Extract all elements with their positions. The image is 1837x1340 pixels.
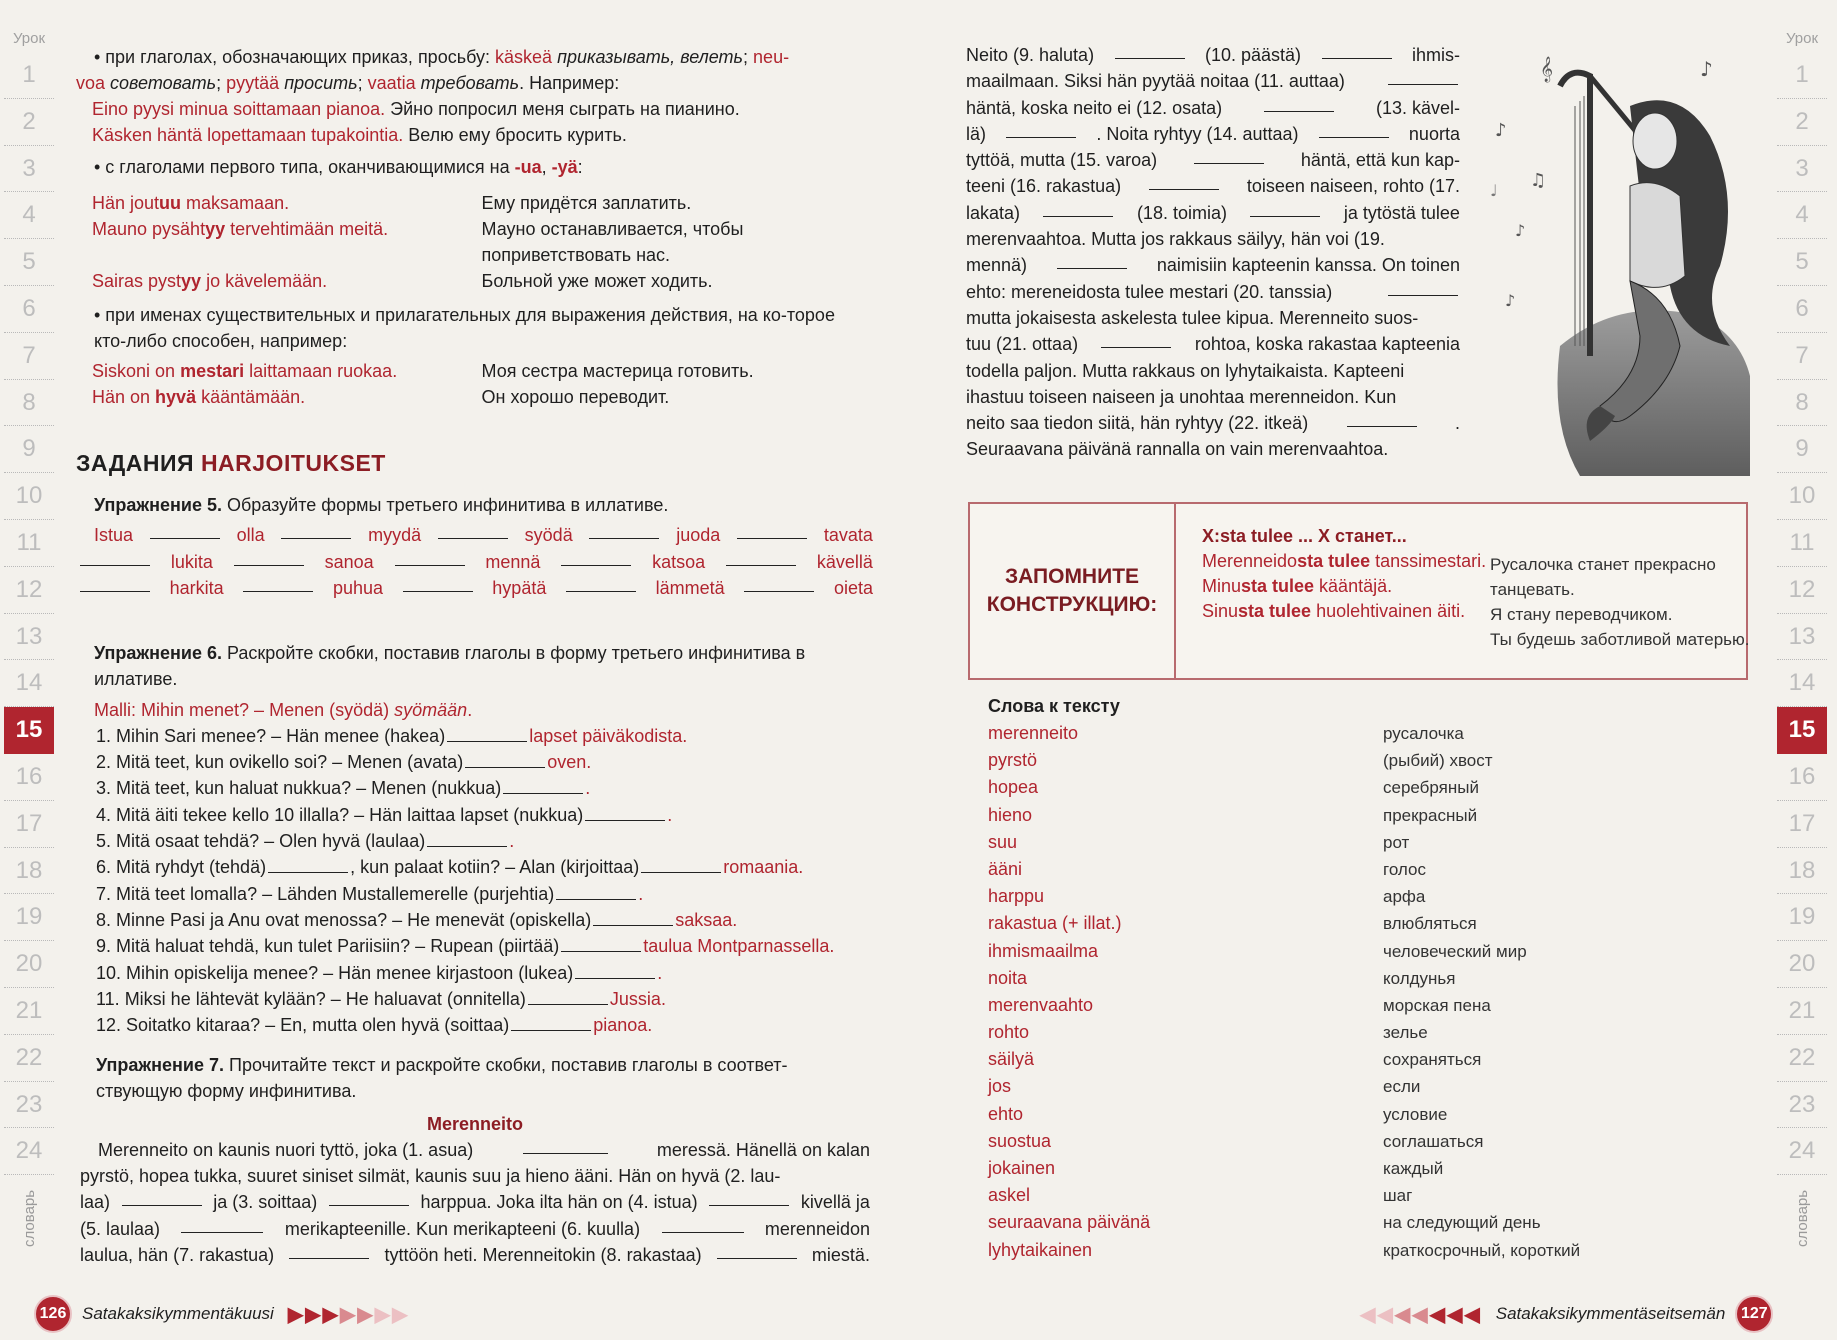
lesson-number: 22: [4, 1035, 54, 1082]
lesson-number: 15: [4, 707, 54, 754]
svg-text:♩: ♩: [1490, 181, 1498, 200]
vocab-russian: каждый: [1383, 1159, 1444, 1178]
verb: hypätä: [492, 577, 547, 598]
story-line: todella paljon. Mutta rakkaus on lyhytaikaista. Kapteeni: [966, 360, 1405, 381]
vocab-russian: рот: [1383, 832, 1410, 852]
answer-blank: [268, 856, 348, 873]
lesson-number: 13: [1777, 614, 1827, 661]
lesson-number: 14: [4, 660, 54, 707]
svg-text:♪: ♪: [1700, 57, 1713, 81]
answer-blank: [561, 935, 641, 952]
verb: lukita: [170, 551, 213, 572]
answer-blank: [561, 549, 631, 566]
exercise-5-line-2: [78, 549, 873, 575]
gutter-header: Урок: [12, 30, 46, 47]
vocab-russian: на следующий день: [1383, 1213, 1541, 1233]
page-word-right: Satakaksikymmentäseitsemän: [1495, 1304, 1726, 1323]
vocab-finnish: hieno: [988, 804, 1033, 825]
lesson-number: 24: [4, 1128, 54, 1175]
vocab-row: [988, 1237, 1688, 1264]
exercise-7: Упражнение 7. Прочитайте текст и раскройте скобки, поставив глаголы в соответ-ствующую форму инфинитива. Merenneito Merenneito on kaunis nuori tyttö, joka (1. asua) meressä. Hänellä on kalan pyrstö, hopea tukka, suuret siniset silmät, kaunis suu ja hieno ääni. Hän on hyvä (2. lau- laa) ja (3. soittaa) harppua. Joka ilta hän on (4. istua) kivellä ja (5. laulaa) merikapteenille. Kun merikapteeni (6. kuulla) merenneidon laulua, hän (7. rakastua) tyttöön heti. Merenneitokin (8. rakastaa) miestä.: [80, 1052, 870, 1268]
answer-blank: [1115, 42, 1185, 59]
verb: sanoa: [324, 551, 374, 572]
vocab-row: [988, 992, 1688, 1019]
footer-right: [1360, 1295, 1773, 1333]
answer-blank: [1149, 173, 1219, 190]
example-1: Eino pyysi minua soittamaan pianoa. Эйно попросил меня сыграть на пианино. Käsken häntä lopettamaan tupakointia. Велю ему бросить курить.: [92, 99, 740, 145]
answer-blank: [1057, 252, 1127, 269]
vocab-row: [988, 856, 1688, 883]
svg-text:♪: ♪: [1505, 291, 1516, 310]
story-line: tyttöä, mutta (15. varoa) häntä, että kun kap-: [966, 147, 1460, 173]
lesson-index-right: [1777, 30, 1827, 1253]
vocab-finnish: pyrstö: [988, 750, 1038, 771]
vocab-russian: колдунья: [1383, 968, 1456, 988]
answer-blank: [1101, 331, 1171, 348]
vocab-finnish: harppu: [988, 886, 1045, 907]
answer-blank: [737, 522, 807, 539]
answer-blank: [80, 575, 150, 592]
verb: juoda: [676, 525, 721, 546]
example-2: Hän joutuu maksamaan. Ему придётся заплатить. Mauno pysähtyy tervehtimään meitä. Мауно останавливается, чтобы поприветствовать нас. Sairas pystyy jo kävelemään. Больной уже может ходить.: [92, 193, 744, 291]
story-line: lakata) (18. toimia) ja tytöstä tulee: [966, 200, 1460, 226]
page-number-right: 127: [1735, 1295, 1773, 1333]
answer-blank: [403, 575, 473, 592]
lesson-number: 3: [4, 146, 54, 193]
lesson-number: 16: [4, 754, 54, 801]
vocab-russian: человеческий мир: [1383, 941, 1527, 961]
answer-blank: [281, 522, 351, 539]
story-line: ehto: mereneidosta tulee mestari (20. tanssia): [966, 279, 1460, 305]
example-3: Siskoni on mestari laittamaan ruokaa. Моя сестра мастерица готовить. Hän on hyvä kääntämään. Он хорошо переводит.: [92, 361, 754, 407]
vocab-row: [988, 720, 1688, 747]
vocab-row: [988, 1019, 1688, 1046]
answer-blank: [80, 549, 150, 566]
vocab-row: [988, 802, 1688, 829]
vocab-finnish: rakastua (+ illat.): [988, 913, 1122, 934]
answer-blank: [1388, 68, 1458, 85]
box-label: ЗАПОМНИТЕ КОНСТРУКЦИЮ:: [970, 504, 1176, 678]
lesson-number: 23: [1777, 1082, 1827, 1129]
lesson-number: 11: [1777, 520, 1827, 567]
story-line: tuu (21. ottaa) rohtoa, koska rakastaa kapteenia: [966, 331, 1460, 357]
vocab-russian: прекрасный: [1383, 805, 1478, 825]
footer-left: [34, 1295, 410, 1333]
lesson-number: 11: [4, 520, 54, 567]
answer-blank: [556, 883, 636, 900]
lesson-number: 17: [1777, 801, 1827, 848]
lesson-number: 18: [4, 848, 54, 895]
answer-blank: [585, 804, 665, 821]
exercise-6-item: 7. Mitä teet lomalla? – Lähden Mustallemerelle (purjehtia) .: [96, 883, 644, 904]
vocab-row: [988, 1182, 1688, 1209]
lesson-number: 21: [1777, 988, 1827, 1035]
exercise-6-item: 11. Miksi he lähtevät kylään? – He haluavat (onnitella) Jussia.: [96, 988, 666, 1009]
lesson-number: 1: [1777, 52, 1827, 99]
answer-blank: [1388, 279, 1458, 296]
vocab-finnish: seuraavana päivänä: [988, 1212, 1151, 1233]
vocab-row: [988, 747, 1688, 774]
lesson-number: 24: [1777, 1128, 1827, 1175]
vocab-row: [988, 774, 1688, 801]
vocab-row: [988, 1209, 1688, 1236]
vocab-finnish: suu: [988, 831, 1018, 852]
vocab-finnish: ihmismaailma: [988, 940, 1099, 961]
lesson-number: 23: [4, 1082, 54, 1129]
story-line: Seuraavana päivänä rannalla on vain merenvaahtoa.: [966, 439, 1389, 460]
lesson-number: 9: [4, 426, 54, 473]
verb: oieta: [833, 577, 873, 598]
vocab-russian: морская пена: [1383, 995, 1491, 1015]
exercise-6-item: 2. Mitä teet, kun ovikello soi? – Menen (avata) oven.: [96, 752, 592, 773]
vocab-russian: условие: [1383, 1104, 1448, 1124]
arrows-right-decor: ▶▶▶▶▶▶▶: [287, 1303, 410, 1326]
rule-1: • при глаголах, обозначающих приказ, просьбу: käskeä приказывать, велеть; neu-: [94, 47, 790, 67]
answer-blank: [447, 725, 527, 742]
page-word-left: Satakaksikymmentäkuusi: [82, 1304, 274, 1323]
left-page-rules: • при глаголах, обозначающих приказ, просьбу: käskeä приказывать, велеть; neu- voa советовать; pyytää просить; vaatia требовать. Например: Eino pyysi minua soittamaan pianoa. Эйно попросил меня сыграть на пианино. Käsken häntä lopettamaan tupakointia. Велю ему бросить курить. • с глаголами первого типа, оканчивающимися на -ua, -yä: Hän joutuu maksamaan. Ему придётся заплатить. Mauno pysähtyy tervehtimään meitä. Мауно останавливается, чтобы поприветствовать нас. Sairas pystyy jo kävelemään. Больной уже может ходить. • при именах существительных и прилагательных для выражения действия, на ко-торое кто-либо способен, например: Siskoni on mestari laittamaan ruokaa. Моя сестра мастерица готовить. Hän on hyvä kääntämään. Он хорошо переводит.: [76, 44, 871, 410]
vocab-russian: шаг: [1383, 1186, 1413, 1206]
story-line: neito saa tiedon siitä, hän ryhtyy (22. itkeä) .: [966, 410, 1460, 436]
vocab-russian: серебряный: [1383, 778, 1479, 798]
verb: lämmetä: [655, 577, 725, 598]
lesson-number: 6: [1777, 286, 1827, 333]
vocab-russian: голос: [1383, 859, 1426, 879]
svg-text:♫: ♫: [1530, 170, 1547, 191]
lesson-number: 17: [4, 801, 54, 848]
vocab-finnish: ehto: [988, 1103, 1024, 1124]
vocab-finnish: jos: [988, 1076, 1012, 1097]
vocab-finnish: noita: [988, 967, 1028, 988]
lesson-number: 7: [4, 333, 54, 380]
vocab-row: [988, 1155, 1688, 1182]
answer-blank: [465, 751, 545, 768]
story-title: Merenneito: [426, 1113, 523, 1134]
lesson-number: 10: [1777, 473, 1827, 520]
lesson-number: 18: [1777, 848, 1827, 895]
answer-blank: [438, 522, 508, 539]
verb: kävellä: [816, 551, 873, 572]
verb: harkita: [169, 577, 224, 598]
vocab-finnish: ääni: [988, 858, 1023, 879]
lesson-number: 14: [1777, 660, 1827, 707]
vocab-russian: сохраняться: [1383, 1050, 1482, 1070]
answer-blank: [427, 830, 507, 847]
story-line: mennä) naimisiin kapteenin kanssa. On toinen: [966, 252, 1460, 278]
rule-3: • при именах существительных и прилагательных для выражения действия, на ко-торое кто-либо способен, например:: [94, 305, 835, 351]
answer-blank: [150, 522, 220, 539]
vocab-russian: краткосрочный, короткий: [1383, 1240, 1581, 1260]
answer-blank: [1264, 95, 1334, 112]
vocab-russian: соглашаться: [1383, 1131, 1484, 1151]
vocab-finnish: merenvaahto: [988, 994, 1094, 1015]
exercise-6-items: [78, 723, 873, 1039]
lesson-number: 6: [4, 286, 54, 333]
lesson-number: 20: [4, 941, 54, 988]
verb: katsoa: [652, 551, 706, 572]
vocab-russian: зелье: [1383, 1023, 1428, 1043]
lesson-number: 7: [1777, 333, 1827, 380]
vocab-row: [988, 965, 1688, 992]
lesson-number: 12: [4, 567, 54, 614]
lesson-number: 10: [4, 473, 54, 520]
lesson-number: 4: [4, 192, 54, 239]
exercise-6-item: 6. Mitä ryhdyt (tehdä) , kun palaat kotiin? – Alan (kirjoittaa) romaania.: [96, 857, 804, 878]
exercise-6: Упражнение 6. Раскройте скобки, поставив глаголы в форму третьего инфинитива в иллативе. Malli: Mihin menet? – Menen (syödä) syömään. 1. Mihin Sari menee? – Hän menee (hakea) lapset päiväkodista. 2. Mitä teet, kun ovikello soi? – Menen (avata) oven. 3. Mitä teet, kun haluat nukkua? – Menen (nukkua) . 4. Mitä äiti tekee kello 10 illalla? – Hän laittaa lapset (nukkua) . 5. Mitä osaat tehdä? – Olen hyvä (laulaa) . 6. Mitä ryhdyt (tehdä) , kun palaat kotiin? – Alan (kirjoittaa) romaania. 7. Mitä teet lomalla? – Lähden Mustallemerelle (purjehtia) . 8. Minne Pasi ja Anu ovat menossa? – He menevät (opiskella) saksaa. 9. Mitä haluat tehdä, kun tulet Pariisiin? – Rupean (piirtää) taulua Montparnassella. 10. Mihin opiskelija menee? – Hän menee kirjastoon (lukea) . 11. Miksi he lähtevät kylään? – He haluavat (onnitella) Jussia. 12. Soitatko kitaraa? – En, mutta olen hyvä (soittaa) pianoa.: [78, 640, 873, 1038]
lesson-number: 2: [4, 99, 54, 146]
answer-blank: [243, 575, 313, 592]
answer-blank: [726, 549, 796, 566]
vocab-row: [988, 910, 1688, 937]
vocab-finnish: hopea: [988, 777, 1039, 798]
vocab-finnish: askel: [988, 1185, 1031, 1206]
exercise-6-item: 9. Mitä haluat tehdä, kun tulet Pariisiin? – Rupean (piirtää) taulua Montparnassella.: [96, 936, 835, 957]
vocab-finnish: merenneito: [988, 723, 1079, 743]
mermaid-harp-illustration: [1480, 46, 1750, 476]
exercise-6-item: 4. Mitä äiti tekee kello 10 illalla? – Hän laittaa lapset (nukkua) .: [96, 804, 673, 825]
answer-blank: [589, 522, 659, 539]
lesson-number: 16: [1777, 754, 1827, 801]
story-line: merenvaahtoa. Mutta jos rakkaus säilyy, hän voi (19.: [966, 229, 1385, 250]
vocab-russian: влюбляться: [1383, 914, 1477, 934]
story-line: lä) . Noita ryhtyy (14. auttaa) nuorta: [966, 121, 1460, 147]
lesson-number: 22: [1777, 1035, 1827, 1082]
verb: olla: [236, 525, 265, 546]
verb: tavata: [823, 525, 873, 546]
lesson-number: 1: [4, 52, 54, 99]
remember-construction-box: ЗАПОМНИТЕ КОНСТРУКЦИЮ: X:sta tulee ... X станет... Merenneidosta tulee tanssimestari. Minusta tulee kääntäjä. Sinusta tulee huolehtivainen äiti. Русалочка станет прекрасно танцевать. Я стану переводчиком. Ты будешь заботливой матерью.: [968, 502, 1748, 680]
story-line: mutta jokaisesta askelesta tulee kipua. Merenneito suos-: [966, 307, 1419, 328]
answer-blank: [234, 549, 304, 566]
verb: myydä: [368, 525, 422, 546]
vocab-finnish: jokainen: [988, 1158, 1056, 1178]
lesson-number: 5: [4, 239, 54, 286]
vocab-row: [988, 938, 1688, 965]
lesson-number: 12: [1777, 567, 1827, 614]
lesson-number: 20: [1777, 941, 1827, 988]
vocab-finnish: rohto: [988, 1022, 1030, 1043]
vocab-russian: если: [1383, 1077, 1421, 1097]
lesson-number: 2: [1777, 99, 1827, 146]
vocab-row: [988, 829, 1688, 856]
exercise-6-item: 10. Mihin opiskelija menee? – Hän menee kirjastoon (lukea) .: [96, 962, 663, 983]
dictionary-tab: словарь: [20, 1189, 38, 1247]
answer-blank: [395, 549, 465, 566]
lesson-number: 5: [1777, 239, 1827, 286]
exercise-5-line-1: [78, 522, 873, 548]
lesson-number: 8: [4, 380, 54, 427]
lesson-number: 13: [4, 614, 54, 661]
answer-blank: [593, 909, 673, 926]
story-line: teeni (16. rakastua) toiseen naiseen, rohto (17.: [966, 173, 1460, 199]
vocab-row: [988, 1101, 1688, 1128]
vocab-russian: (рыбий) хвост: [1383, 751, 1493, 771]
exercise-6-item: 5. Mitä osaat tehdä? – Olen hyvä (laulaa) .: [96, 831, 515, 852]
verb: puhua: [332, 577, 384, 598]
verb: syödä: [524, 525, 573, 546]
verb: mennä: [485, 551, 541, 572]
answer-blank: [566, 575, 636, 592]
answer-blank: [1322, 42, 1392, 59]
rule-2: • с глаголами первого типа, оканчивающимися на -ua, -yä:: [94, 157, 583, 177]
svg-text:♪: ♪: [1515, 221, 1526, 240]
story-continuation: [966, 42, 1460, 463]
answer-blank: [575, 962, 655, 979]
answer-blank: [1250, 200, 1320, 217]
section-title: ЗАДАНИЯ HARJOITUKSET: [76, 450, 386, 476]
story-line: häntä, koska neito ei (12. osata) (13. kävel-: [966, 95, 1460, 121]
answer-blank: [1006, 121, 1076, 138]
lesson-number: 4: [1777, 192, 1827, 239]
vocab-row: [988, 1046, 1688, 1073]
lesson-number: 19: [4, 894, 54, 941]
answer-blank: [641, 856, 721, 873]
answer-blank: [528, 988, 608, 1005]
page-number-left: 126: [34, 1295, 72, 1333]
vocab-finnish: säilyä: [988, 1049, 1035, 1070]
story-line: maailmaan. Siksi hän pyytää noitaa (11. auttaa): [966, 68, 1460, 94]
vocabulary-title: Слова к тексту: [988, 696, 1120, 716]
answer-blank: [503, 777, 583, 794]
vocab-russian: арфа: [1383, 887, 1426, 907]
lesson-number: 8: [1777, 380, 1827, 427]
answer-blank: [1043, 200, 1113, 217]
lesson-index-left: [4, 30, 54, 1253]
vocab-finnish: suostua: [988, 1130, 1052, 1151]
arrows-left-decor: ◀◀◀◀◀◀◀: [1360, 1303, 1482, 1326]
vocab-finnish: lyhytaikainen: [988, 1239, 1093, 1260]
vocab-row: [988, 1073, 1688, 1100]
vocab-row: [988, 1128, 1688, 1155]
verb: Istua: [94, 525, 134, 546]
story-line: Neito (9. haluta) (10. päästä) ihmis-: [966, 42, 1460, 68]
exercise-6-item: 8. Minne Pasi ja Anu ovat menossa? – He menevät (opiskella) saksaa.: [96, 909, 738, 930]
svg-text:𝄞: 𝄞: [1540, 57, 1554, 82]
lesson-number: 21: [4, 988, 54, 1035]
answer-blank: [511, 1014, 591, 1031]
vocabulary-list: [988, 696, 1688, 1264]
dictionary-tab: словарь: [1793, 1189, 1811, 1247]
svg-text:♪: ♪: [1495, 120, 1507, 141]
lesson-number: 3: [1777, 146, 1827, 193]
exercise-6-item: 12. Soitatko kitaraa? – En, mutta olen hyvä (soittaa) pianoa.: [96, 1015, 653, 1036]
lesson-number: 19: [1777, 894, 1827, 941]
answer-blank: [744, 575, 814, 592]
answer-blank: [1194, 147, 1264, 164]
vocab-russian: русалочка: [1383, 724, 1464, 743]
lesson-number: 15: [1777, 707, 1827, 754]
vocab-row: [988, 883, 1688, 910]
exercise-5-line-3: [78, 575, 873, 601]
story-line: ihastuu toiseen naiseen ja unohtaa merenneidon. Kun: [966, 386, 1397, 407]
gutter-header: Урок: [1785, 30, 1819, 47]
exercise-6-item: 1. Mihin Sari menee? – Hän menee (hakea) lapset päiväkodista.: [96, 725, 688, 746]
lesson-number: 9: [1777, 426, 1827, 473]
story-text: Merenneito on kaunis nuori tyttö, joka (1. asua) meressä. Hänellä on kalan pyrstö, hopea tukka, suuret siniset silmät, kaunis suu ja hieno ääni. Hän on hyvä (2. lau- laa) ja (3. soittaa) harppua. Joka ilta hän on (4. istua) kivellä ja (5. laulaa) merikapteenille. Kun merikapteeni (6. kuulla) merenneidon laulua, hän (7. rakastua) tyttöön heti. Merenneitokin (8. rakastaa) miestä.: [80, 1137, 870, 1268]
exercise-6-item: 3. Mitä teet, kun haluat nukkua? – Menen (nukkua) .: [96, 778, 591, 799]
answer-blank: [1347, 410, 1417, 427]
exercise-5: Упражнение 5. Образуйте формы третьего инфинитива в иллативе. Istua olla myydä syödä juoda tavata lukita sanoa mennä katsoa kävellä harkita puhua hypätä lämmetä oieta: [78, 492, 873, 601]
answer-blank: [1319, 121, 1389, 138]
